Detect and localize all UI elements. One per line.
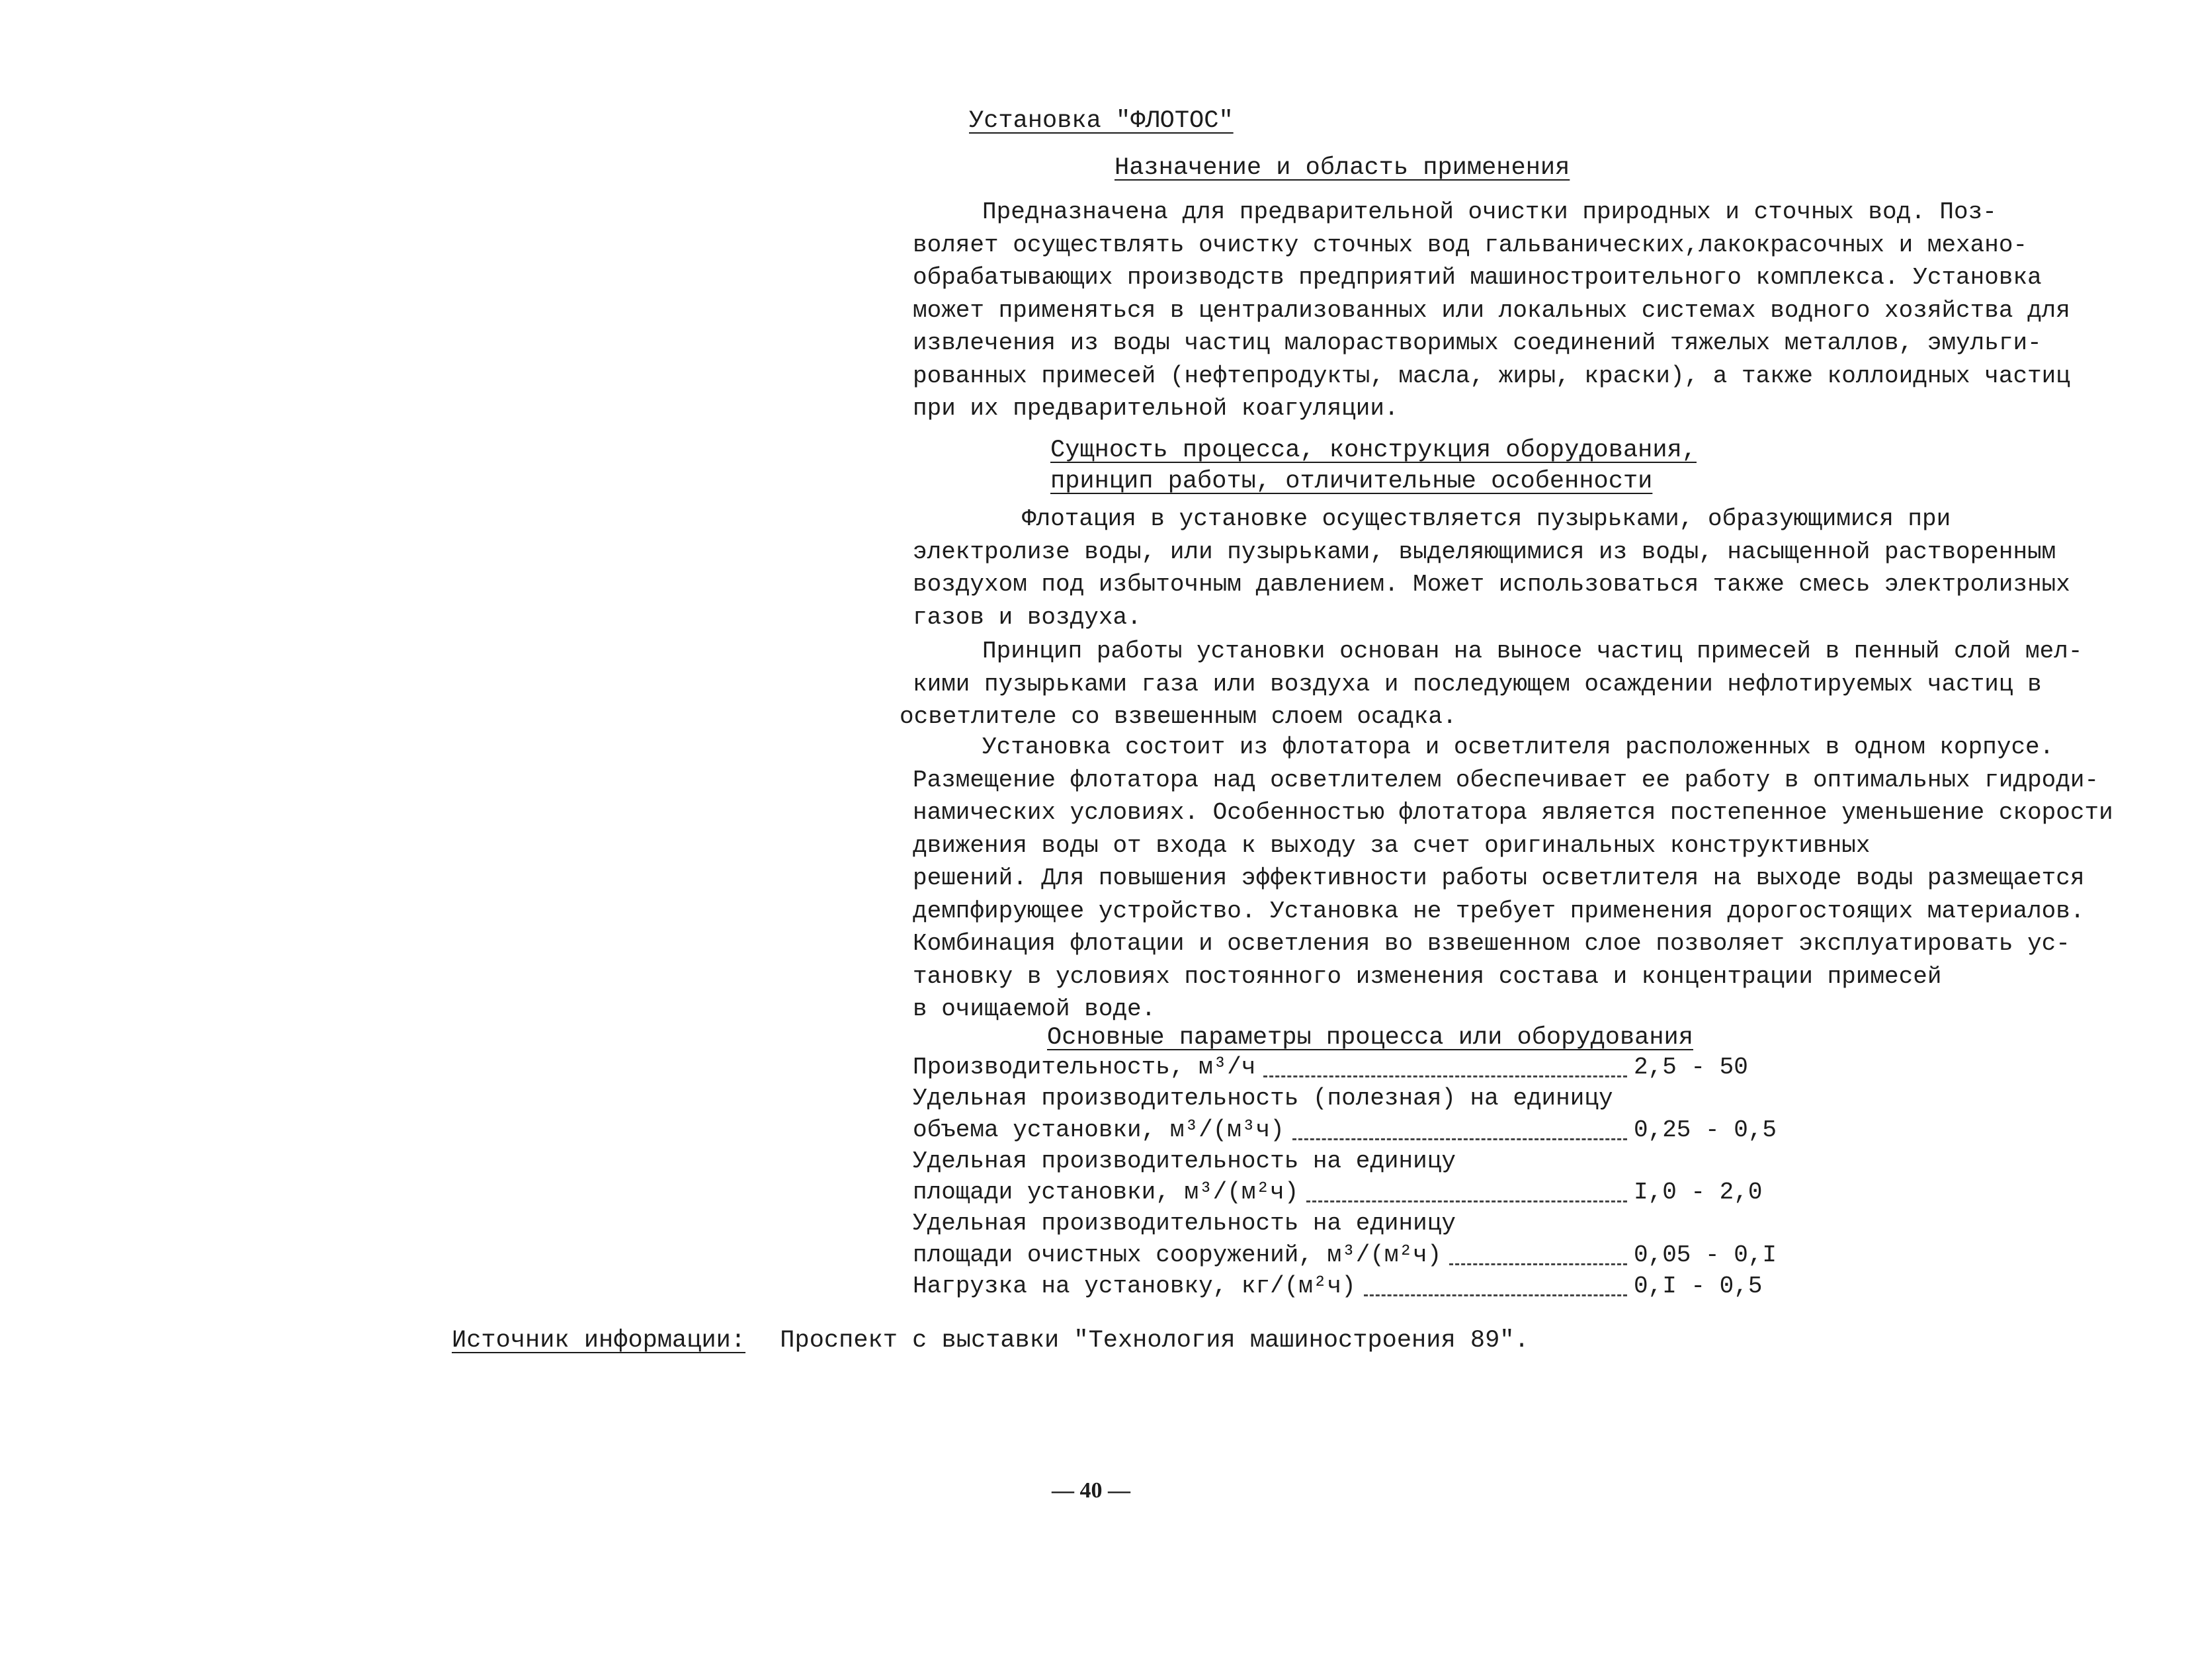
- param-row: [913, 1208, 1613, 1239]
- param-label: Удельная производительность (полезная) на единицу: [913, 1085, 1613, 1113]
- param-leader: [1292, 1138, 1627, 1140]
- param-row: [913, 1114, 1777, 1146]
- text-line: Комбинация флотации и осветления во взвешенном слое позволяет эксплуатировать ус-: [913, 930, 2070, 957]
- text-line: движения воды от входа к выходу за счет оригинальных конструктивных: [913, 831, 1871, 859]
- param-row: [913, 1177, 1763, 1208]
- section-heading-purpose: Назначение и область применения: [1115, 154, 1570, 182]
- process-paragraph-1: [913, 503, 2070, 634]
- param-row: [913, 1146, 1613, 1177]
- param-row: [913, 1239, 1777, 1271]
- text-line: демпфирующее устройство. Установка не требует применения дорогостоящих материалов.: [913, 897, 2085, 925]
- text-line: газов и воздуха.: [913, 603, 1142, 631]
- source-text: Проспект с выставки "Технология машиностроения 89".: [780, 1327, 1529, 1355]
- text-line: воляет осуществлять очистку сточных вод гальванических,лакокрасочных и механо-: [913, 231, 2028, 259]
- section-heading-parameters: Основные параметры процесса или оборудования: [1047, 1024, 1693, 1052]
- text-line: тановку в условиях постоянного изменения состава и концентрации примесей: [913, 962, 1942, 990]
- source-line: [452, 1327, 1529, 1355]
- document-title: Установка "ФЛОТОС": [969, 107, 1234, 135]
- param-label: объема установки, м³/(м³ч): [913, 1116, 1284, 1144]
- text-line: осветлителе со взвешенным слоем осадка.: [900, 703, 1457, 730]
- text-line: при их предварительной коагуляции.: [913, 395, 1399, 422]
- text-line: в очищаемой воде.: [913, 995, 1156, 1023]
- param-value: 0,05 - 0,I: [1634, 1241, 1777, 1269]
- page-number: — 40 —: [1052, 1478, 1130, 1503]
- purpose-paragraph: [913, 196, 2070, 425]
- param-row: [913, 1083, 1613, 1114]
- section-heading-process-line2: принцип работы, отличительные особенности: [1050, 468, 1653, 495]
- text-line: решений. Для повышения эффективности работы осветлителя на выходе воды размещается: [913, 864, 2085, 892]
- param-label: Удельная производительность на единицу: [913, 1210, 1456, 1238]
- param-leader: [1364, 1294, 1627, 1296]
- source-label: Источник информации:: [452, 1327, 746, 1355]
- param-label: площади очистных сооружений, м³/(м²ч): [913, 1241, 1442, 1269]
- text-line: может применяться в централизованных или локальных системах водного хозяйства для: [913, 296, 2070, 324]
- text-line: кими пузырьками газа или воздуха и последующем осаждении нефлотируемых частиц в: [913, 670, 2042, 698]
- param-row: [913, 1271, 1763, 1302]
- process-paragraph-3: [913, 731, 2113, 1026]
- param-value: 0,I - 0,5: [1634, 1273, 1763, 1300]
- param-label: площади установки, м³/(м²ч): [913, 1179, 1299, 1206]
- parameters-list: [913, 1052, 1777, 1302]
- param-value: 0,25 - 0,5: [1634, 1116, 1777, 1144]
- text-line: Установка состоит из флотатора и осветлителя расположенных в одном корпусе.: [982, 734, 2054, 761]
- param-value: I,0 - 2,0: [1634, 1179, 1763, 1206]
- text-line: Размещение флотатора над осветлителем обеспечивает ее работу в оптимальных гидроди-: [913, 766, 2099, 794]
- text-line: намических условиях. Особенностью флотатора является постепенное уменьшение скорости: [913, 799, 2113, 826]
- text-line: извлечения из воды частиц малорастворимых соединений тяжелых металлов, эмульги-: [913, 329, 2042, 357]
- param-row: [913, 1052, 1748, 1083]
- text-line: Флотация в установке осуществляется пузырьками, образующимися при: [1022, 505, 1951, 532]
- text-line: Принцип работы установки основан на выносе частиц примесей в пенный слой мел-: [982, 638, 2083, 665]
- param-leader: [1449, 1263, 1627, 1265]
- text-line: рованных примесей (нефтепродукты, масла, жиры, краски), а также коллоидных частиц: [913, 362, 2070, 390]
- param-label: Удельная производительность на единицу: [913, 1147, 1456, 1175]
- text-line: обрабатывающих производств предприятий машиностроительного комплекса. Установка: [913, 264, 2042, 291]
- param-leader: [1263, 1075, 1627, 1077]
- param-label: Производительность, м³/ч: [913, 1054, 1256, 1081]
- text-line: электролизе воды, или пузырьками, выделяющимися из воды, насыщенной растворенным: [913, 538, 2056, 566]
- text-line: воздухом под избыточным давлением. Может использоваться также смесь электролизных: [913, 571, 2070, 598]
- param-leader: [1306, 1200, 1627, 1202]
- section-heading-process-line1: Сущность процесса, конструкция оборудования,: [1050, 437, 1697, 464]
- param-value: 2,5 - 50: [1634, 1054, 1748, 1081]
- param-label: Нагрузка на установку, кг/(м²ч): [913, 1273, 1356, 1300]
- text-line: Предназначена для предварительной очистки природных и сточных вод. Поз-: [982, 198, 1997, 226]
- process-paragraph-2: [900, 635, 2083, 734]
